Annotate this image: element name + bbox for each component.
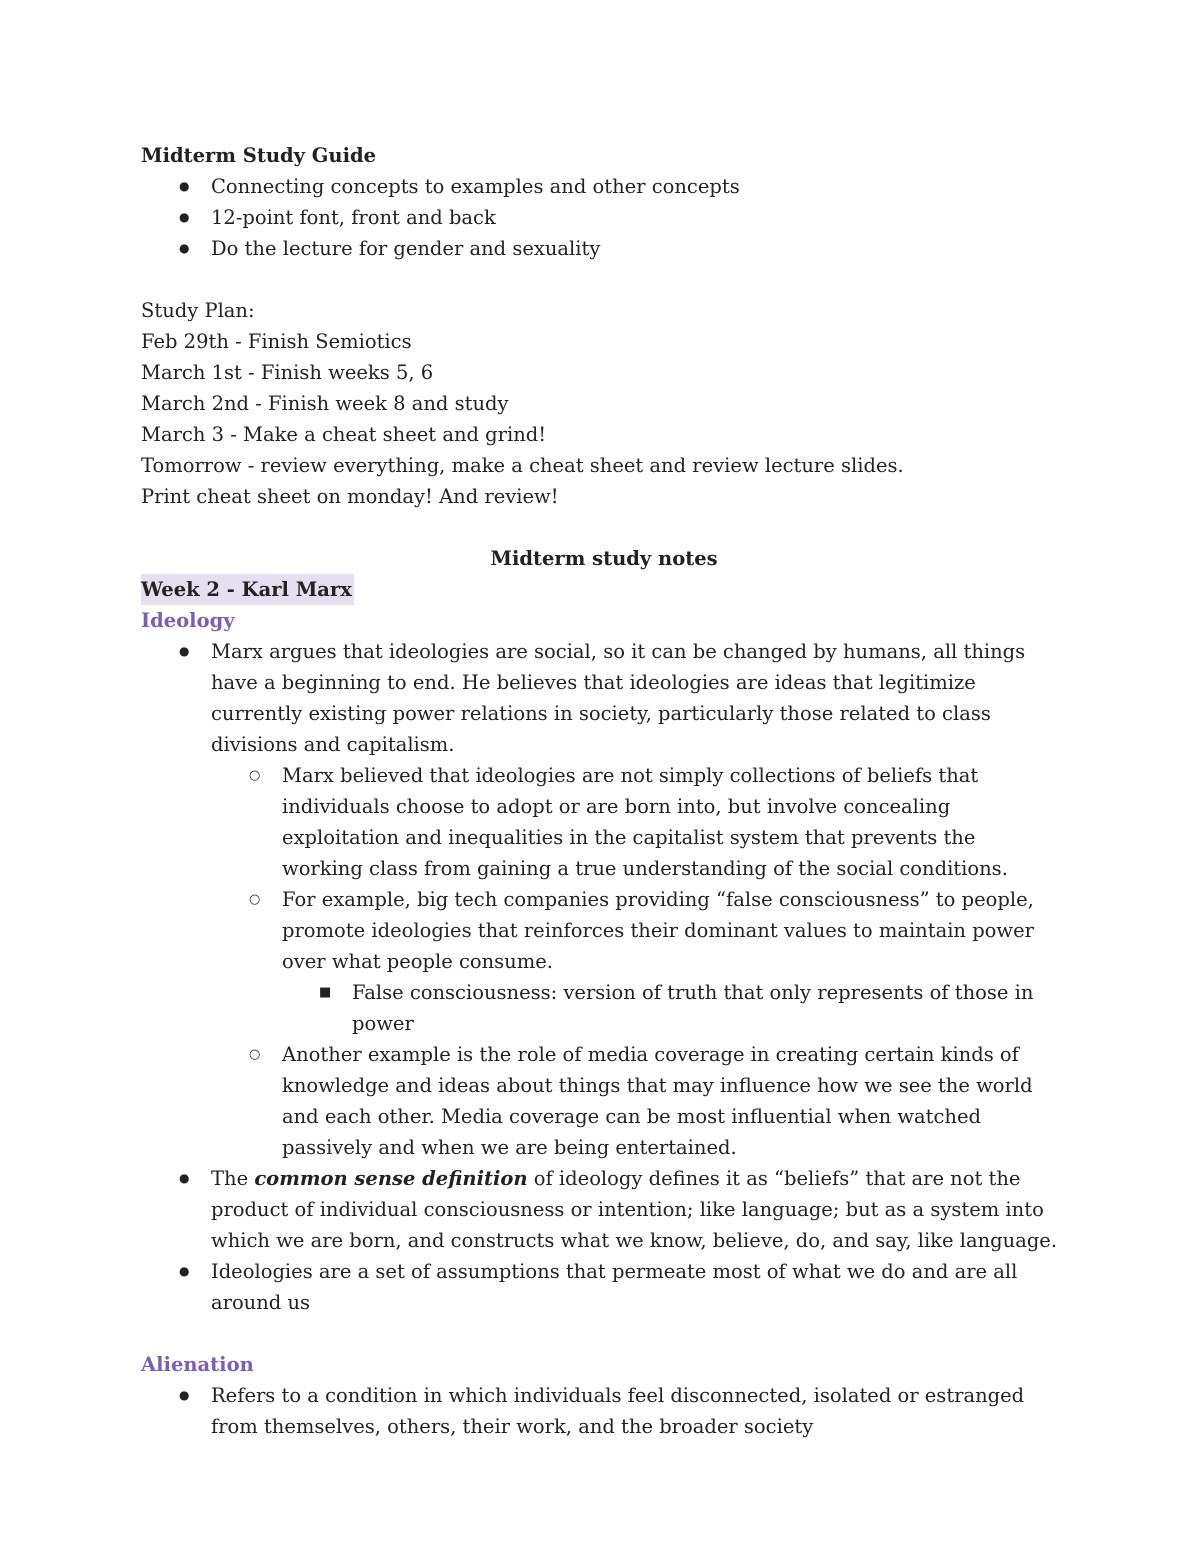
list-item: ● Marx argues that ideologies are social, so it can be changed by humans, all things have a beginning to end. He believes that ideologies are ideas that legitimize currently existing power relations in society, particularly those related to class divisions and capitalism.: [141, 636, 1061, 760]
document-page: [141, 140, 1061, 1442]
emphasis-term: common sense definition: [254, 1167, 528, 1190]
square-bullet-icon: ■: [319, 985, 332, 1000]
blank-line: [141, 1318, 1061, 1349]
notes-title: Midterm study notes: [490, 547, 718, 570]
list-item: ○ For example, big tech companies providing “false consciousness” to people, promote ideologies that reinforces their dominant values to maintain power over what people consume.: [141, 884, 1061, 977]
disc-bullet-icon: ●: [179, 179, 190, 193]
circle-bullet-icon: ○: [249, 892, 261, 907]
study-plan-line: Print cheat sheet on monday! And review!: [141, 485, 559, 508]
study-plan-line: March 1st - Finish weeks 5, 6: [141, 361, 434, 384]
list-item: ● Do the lecture for gender and sexuality: [141, 233, 1061, 264]
study-plan-line: March 3 - Make a cheat sheet and grind!: [141, 423, 547, 446]
ideology-heading: Ideology: [141, 609, 235, 632]
list-item: ● Connecting concepts to examples and other concepts: [141, 171, 1061, 202]
list-item: ● Ideologies are a set of assumptions that permeate most of what we do and are all around us: [141, 1256, 1061, 1318]
disc-bullet-icon: ●: [179, 241, 190, 255]
list-item: ■ False consciousness: version of truth that only represents of those in power: [141, 977, 1061, 1039]
blank-line: [141, 512, 1061, 543]
list-item: ○ Another example is the role of media coverage in creating certain kinds of knowledge and ideas about things that may influence how we see the world and each other. Media coverage can be most influential when watched passively and when we are being entertained.: [141, 1039, 1061, 1163]
disc-bullet-icon: ●: [179, 1264, 190, 1278]
list-item: ● The common sense definition of ideology defines it as “beliefs” that are not the product of individual consciousness or intention; like language; but as a system into which we are born, and constructs what we know, believe, do, and say, like language.: [141, 1163, 1061, 1256]
ideology-list: [141, 636, 1061, 1318]
study-guide-list: [141, 171, 1061, 264]
study-guide-title: Midterm Study Guide: [141, 144, 377, 167]
disc-bullet-icon: ●: [179, 644, 190, 658]
week-heading: Week 2 - Karl Marx: [141, 574, 354, 605]
study-plan-heading: Study Plan:: [141, 299, 255, 322]
blank-line: [141, 264, 1061, 295]
study-plan-line: Feb 29th - Finish Semiotics: [141, 330, 412, 353]
list-item: ● Refers to a condition in which individuals feel disconnected, isolated or estranged from themselves, others, their work, and the broader society: [141, 1380, 1061, 1442]
circle-bullet-icon: ○: [249, 768, 261, 783]
disc-bullet-icon: ●: [179, 210, 190, 224]
disc-bullet-icon: ●: [179, 1388, 190, 1402]
alienation-list: [141, 1380, 1061, 1442]
list-item: ○ Marx believed that ideologies are not simply collections of beliefs that individuals choose to adopt or are born into, but involve concealing exploitation and inequalities in the capitalist system that prevents the working class from gaining a true understanding of the social conditions.: [141, 760, 1061, 884]
alienation-heading: Alienation: [141, 1353, 254, 1376]
study-plan-line: Tomorrow - review everything, make a cheat sheet and review lecture slides.: [141, 454, 904, 477]
list-item: ● 12-point font, front and back: [141, 202, 1061, 233]
study-plan-line: March 2nd - Finish week 8 and study: [141, 392, 509, 415]
circle-bullet-icon: ○: [249, 1047, 261, 1062]
disc-bullet-icon: ●: [179, 1171, 190, 1185]
